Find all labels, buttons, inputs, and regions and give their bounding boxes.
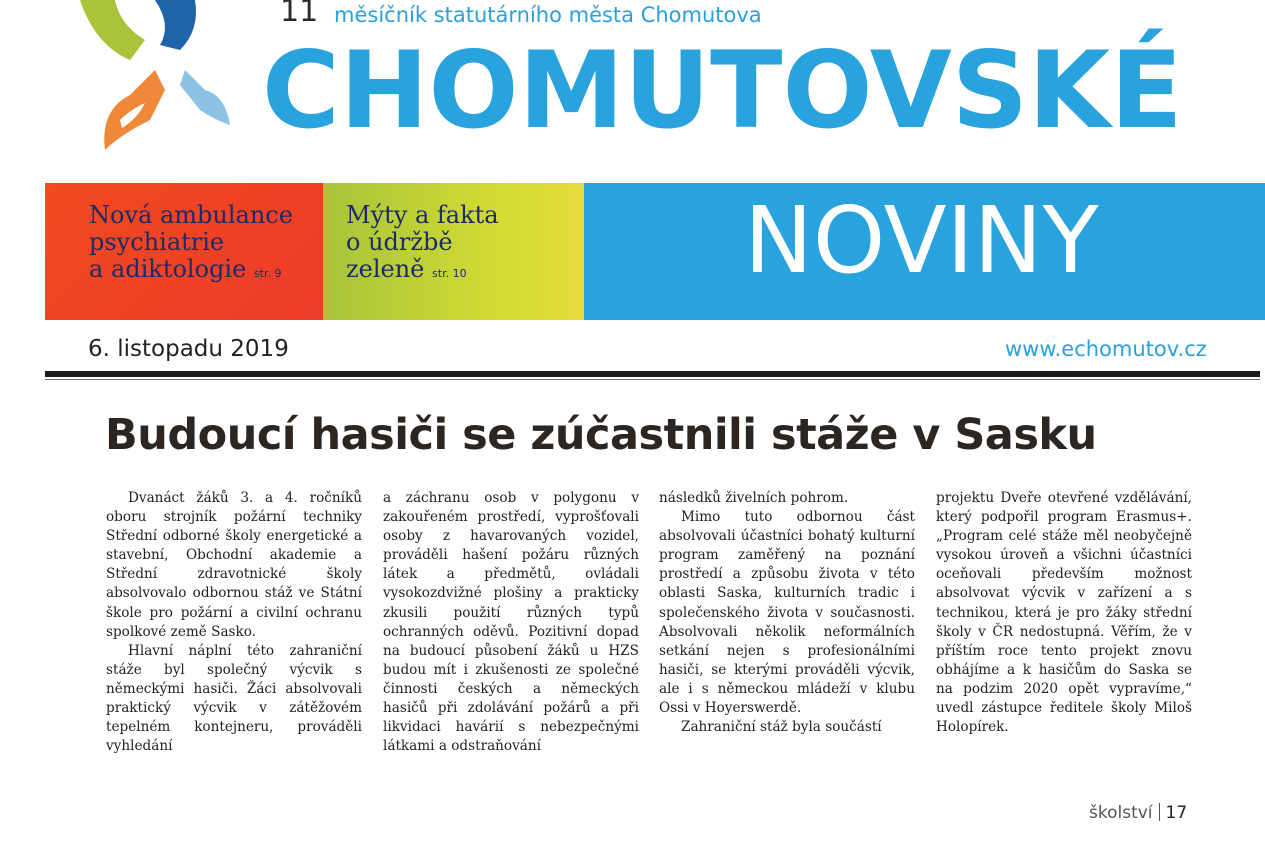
section-name: školství xyxy=(1089,803,1153,823)
website-link[interactable]: www.echomutov.cz xyxy=(1005,337,1207,361)
page-number: 17 xyxy=(1165,803,1188,823)
teaser-line: psychiatrie xyxy=(89,228,225,256)
teaser-page-ref: str. 10 xyxy=(432,267,467,280)
paragraph: projektu Dveře otevřené vzdělávání, který podpořil program Erasmus+. „Program celé stáže měl neobyčejně vysokou úroveň a všichni účastníci oceňovali především možnost absolvovat výcvik v zařízení a s technikou, která je pro žáky střední školy v ČR nedostupná. Věřím, že v příštím roce tento projekt znovu obhájíme a k hasičům do Saska se na podzim 2020 opět vypravíme,“ uvedl zástupce ředitele školy Miloš Holopírek. xyxy=(936,490,1192,736)
issue-date: 6. listopadu 2019 xyxy=(88,336,289,362)
logo-petal-orange xyxy=(104,70,165,150)
header-divider xyxy=(45,371,1260,377)
article-column-4 xyxy=(936,489,1192,737)
issue-number: 11 xyxy=(280,0,319,29)
paragraph: a záchranu osob v polygonu v zakouřeném prostředí, vyprošťovali osoby z havarovaných vozidel, prováděli hašení požáru různých látek a předmětů, ovládali vysokozdvižné plošiny a prakticky zkusili použití různých typů ochranných oděvů. Pozitivní dopad na budoucí působení žáků u HZS budou mít i zkušenosti ze společné činnosti českých a německých hasičů při zdolávání požárů a při likvidaci havárií s nebezpečnými látkami a odstraňování xyxy=(383,490,639,755)
page-footer xyxy=(1089,803,1187,823)
article-column-3 xyxy=(659,489,915,737)
masthead-band xyxy=(45,183,1265,320)
newspaper-logo xyxy=(60,0,280,180)
teaser-box-ambulance xyxy=(45,183,323,320)
teaser-box-greenery xyxy=(323,183,584,320)
logo-petal-darkblue xyxy=(155,0,196,50)
teaser-ambulance xyxy=(89,202,293,287)
teaser-page-ref: str. 9 xyxy=(253,267,282,280)
teaser-greenery xyxy=(346,202,499,287)
teaser-line: a adiktologie xyxy=(89,255,247,283)
teaser-line: Nová ambulance xyxy=(89,201,293,229)
masthead-title: CHOMUTOVSKÉ xyxy=(262,29,1183,152)
logo-petal-green xyxy=(80,0,145,60)
masthead-title-line2: NOVINY xyxy=(744,187,1099,294)
paragraph: Dvanáct žáků 3. a 4. ročníků oboru strojník požární techniky Střední odborné školy energetické a stavební, Obchodní akademie a Střední zdravotnické školy absolvovalo odbornou stáž ve Státní škole pro požární a civilní ochranu spolkové země Sasko. xyxy=(106,490,362,640)
paragraph: následků živelních pohrom. xyxy=(659,490,849,506)
paragraph: Zahraniční stáž byla součástí xyxy=(681,719,882,736)
paragraph: Hlavní náplní této zahraniční stáže byl společný výcvik s německými hasiči. Žáci absolvovali praktický výcvik v zátěžovém tepelném kontejneru, prováděli vyhledání xyxy=(106,642,362,755)
masthead-blue-panel xyxy=(584,183,1265,320)
logo-petal-lightblue xyxy=(180,70,230,125)
article-headline: Budoucí hasiči se zúčastnili stáže v Sasku xyxy=(105,410,1097,460)
paragraph: Mimo tuto odbornou část absolvovali účastníci bohatý kulturní program zaměřený na poznání prostředí a způsobu života v této oblasti Saska, kulturních tradic i společenského života v současnosti. Absolvovali několik neformálních setkání nejen s profesionálními hasiči, se kterými prováděli výcvik, ale i s německou mládeží v klubu Ossi v Hoyerswerdě. xyxy=(659,509,915,717)
article-column-1 xyxy=(106,489,362,756)
article-column-2 xyxy=(383,489,639,756)
footer-divider xyxy=(1159,803,1160,821)
teaser-line: zeleně xyxy=(346,255,425,283)
teaser-line: Mýty a fakta xyxy=(346,201,499,229)
teaser-line: o údržbě xyxy=(346,228,453,256)
header-divider-thin xyxy=(45,379,1260,380)
masthead-subtitle: měsíčník statutárního města Chomutova xyxy=(334,3,762,27)
